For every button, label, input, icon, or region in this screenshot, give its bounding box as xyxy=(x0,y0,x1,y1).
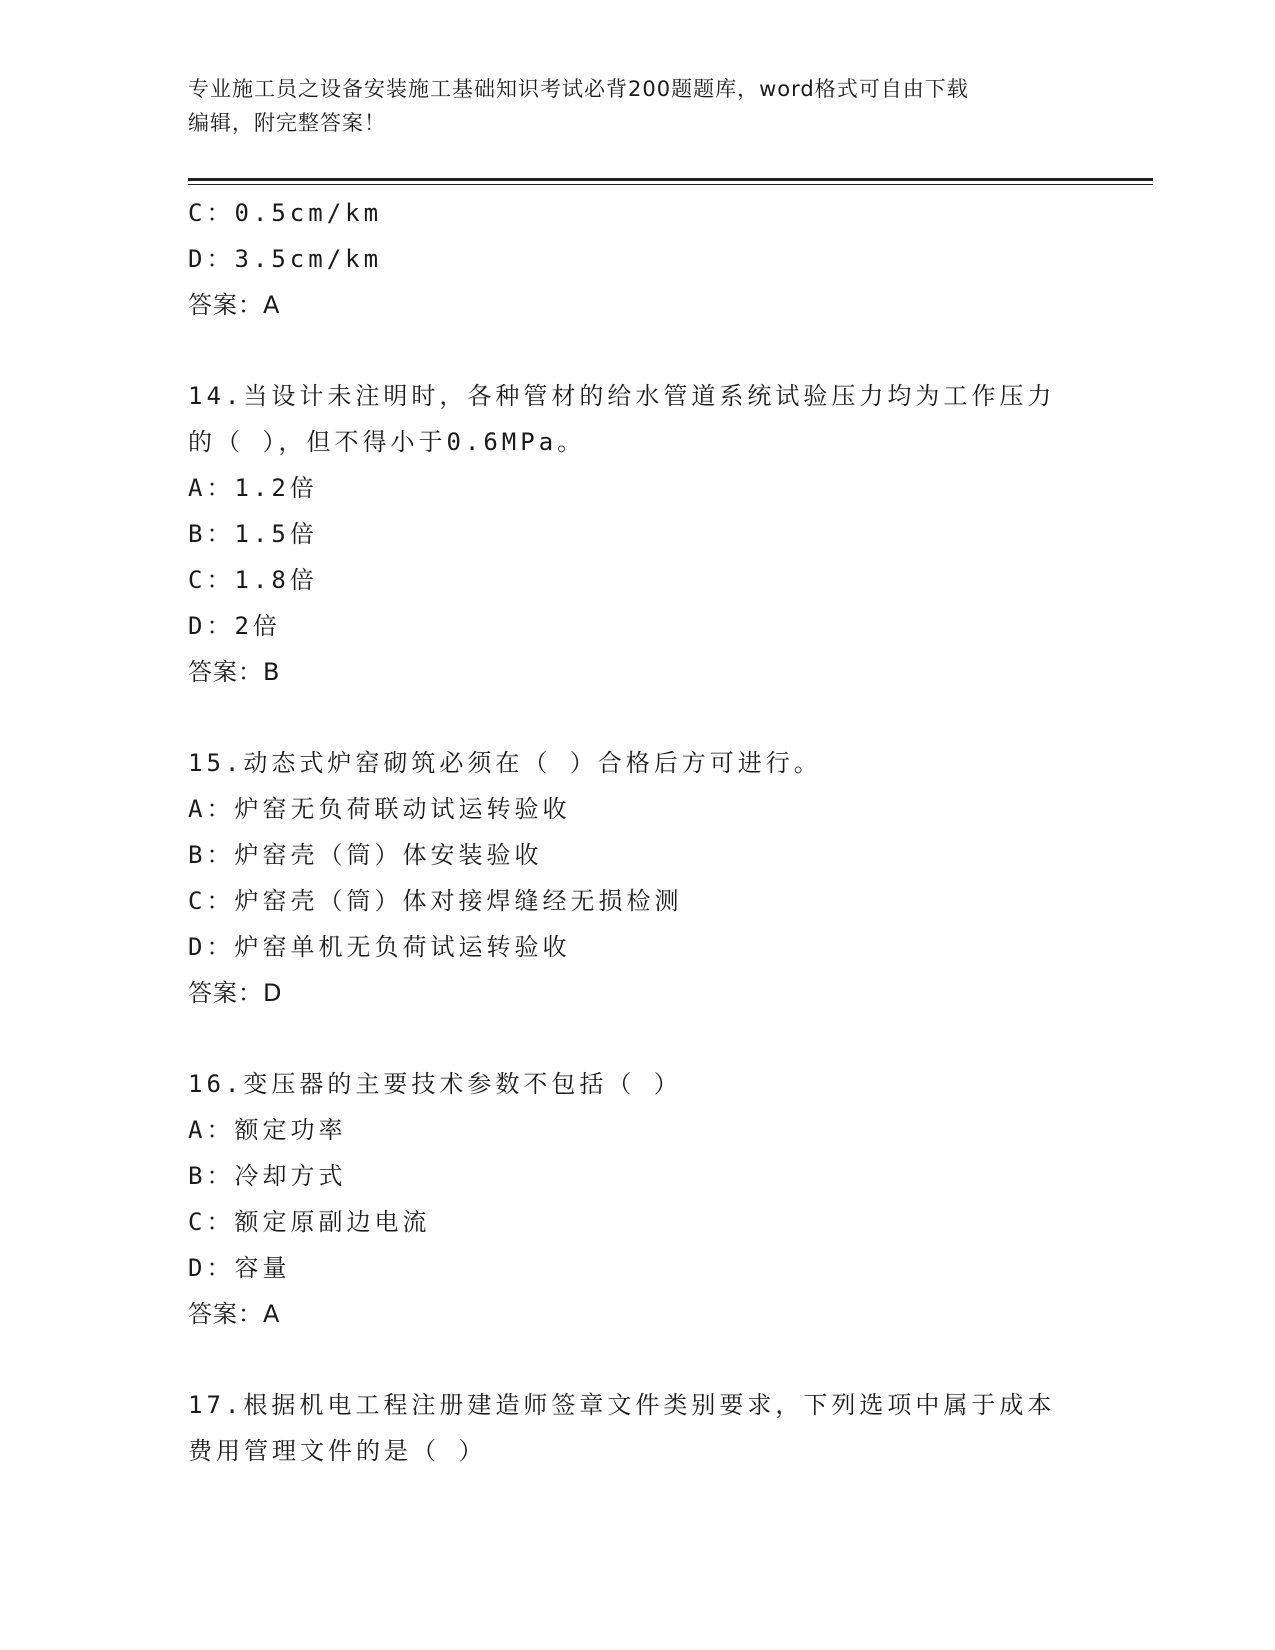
document-header xyxy=(188,72,1088,140)
spacer xyxy=(188,695,1088,740)
question-13-carryover xyxy=(188,190,1088,328)
option-a: A：炉窑无负荷联动试运转验收 xyxy=(188,795,571,823)
question-14 xyxy=(188,373,1088,695)
option-d: D：2倍 xyxy=(188,612,281,640)
answer-line: 答案：B xyxy=(188,658,281,686)
header-line-1: 专业施工员之设备安装施工基础知识考试必背200题题库，word格式可自由下载 xyxy=(188,77,969,101)
spacer xyxy=(188,1016,1088,1061)
question-stem: 14.当设计未注明时，各种管材的给水管道系统试验压力均为工作压力 xyxy=(188,382,1056,410)
option-d: D：容量 xyxy=(188,1254,291,1282)
question-17 xyxy=(188,1382,1088,1474)
option-b: B：炉窑壳（筒）体安装验收 xyxy=(188,841,543,869)
question-stem: 17.根据机电工程注册建造师签章文件类别要求，下列选项中属于成本 xyxy=(188,1391,1056,1419)
header-rule-thin xyxy=(188,184,1153,185)
answer-line: 答案：D xyxy=(188,979,283,1007)
option-c: C：额定原副边电流 xyxy=(188,1208,431,1236)
option-a: A：1.2倍 xyxy=(188,474,318,502)
option-d: D：3.5cm/km xyxy=(188,245,383,273)
header-rule-thick xyxy=(188,178,1153,181)
option-c: C：炉窑壳（筒）体对接焊缝经无损检测 xyxy=(188,887,683,915)
option-b: B：1.5倍 xyxy=(188,520,318,548)
spacer xyxy=(188,328,1088,373)
answer-line: 答案：A xyxy=(188,1300,281,1328)
answer-line: 答案：A xyxy=(188,291,281,319)
question-stem: 16.变压器的主要技术参数不包括（ ） xyxy=(188,1070,682,1098)
question-stem-continued: 费用管理文件的是（ ） xyxy=(188,1437,487,1465)
question-list xyxy=(188,190,1088,1474)
spacer xyxy=(188,1337,1088,1382)
question-15 xyxy=(188,740,1088,1016)
option-b: B：冷却方式 xyxy=(188,1162,347,1190)
option-c: C：0.5cm/km xyxy=(188,199,383,227)
header-line-2: 编辑，附完整答案！ xyxy=(188,111,386,135)
option-a: A：额定功率 xyxy=(188,1116,347,1144)
option-c: C：1.8倍 xyxy=(188,566,318,594)
question-16 xyxy=(188,1061,1088,1337)
option-d: D：炉窑单机无负荷试运转验收 xyxy=(188,933,571,961)
question-stem-continued: 的（ ），但不得小于0.6MPa。 xyxy=(188,428,586,456)
question-stem: 15.动态式炉窑砌筑必须在（ ）合格后方可进行。 xyxy=(188,749,822,777)
